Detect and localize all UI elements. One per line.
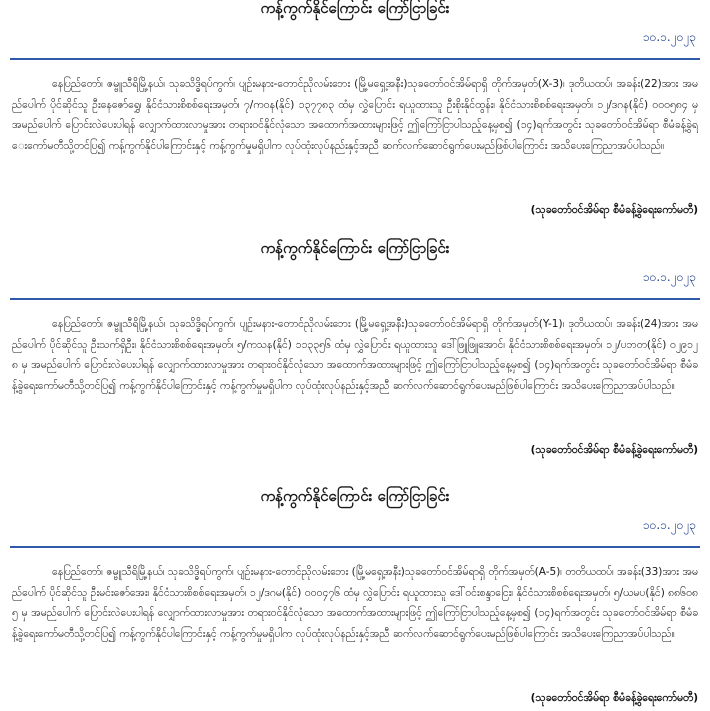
notice-3 [0,484,710,708]
notice-signature: (သုခတော်ဝင်အိမ်ရာ စီမံခန့်ခွဲရေးကော်မတီ) [530,444,698,456]
notice-date: ၁၀.၁.၂၀၂၃ [642,30,696,44]
divider [10,58,700,60]
notice-date: ၁၀.၁.၂၀၂၃ [642,270,696,284]
divider [10,546,700,548]
notice-title: ကန့်ကွက်နိုင်ကြောင်း ကြော်ငြာခြင်း [260,239,450,257]
notice-title: ကန့်ကွက်နိုင်ကြောင်း ကြော်ငြာခြင်း [260,487,450,505]
notice-signature: (သုခတော်ဝင်အိမ်ရာ စီမံခန့်ခွဲရေးကော်မတီ) [530,204,698,216]
notice-body: နေပြည်တော်၊ ဇမ္ဗူသီရိမြို့နယ်၊ သုခသိဒ္ဓိရပ်ကွက်၊ ပျဉ်းမနား-တောင်ညိုလမ်းဘေး (မြို့မရှေ့အနီး)သုခတော်ဝင်အိမ်ရာရှိ တိုက်အမှတ်(A-5)၊ တတိယထပ်၊ အခန်း(33)အား အမည်ပေါက် ပိုင်ဆိုင်သူ ဦးမင်းဇော်အေး၊ နိုင်ငံသားစိစစ်ရေးအမှတ်၊ ၁၂/ဒဂမ(နိုင်) ၀၀၀၄၇၆ ထံမှ လွှဲပြောင်း ရယူထားသူ ဒေါ်ဝင်းစန္ဒာငြေး၊ နိုင်ငံသားစိစစ်ရေးအမှတ်၊ ၅/ယမပ(နိုင်) ၈၈၆၀၈၅ မှ အမည်ပေါက် ပြောင်းလဲပေးပါရန် လျှောက်ထားလာမှုအား တရားဝင်နိုင်လုံသော အထောက်အထားများဖြင့် ဤကြော်ငြာပါသည့်နေ့မှစ၍ (၁၄)ရက်အတွင်း သုခတော်ဝင်အိမ်ရာ စီမံခန့်ခွဲရေးကော်မတီသို့တင်ပြ၍ ကန့်ကွက်နိုင်ပါကြောင်းနှင့် ကန့်ကွက်မှုမရှိပါက လုပ်ထုံးလုပ်နည်းနှင့်အညီ ဆက်လက်ဆောင်ရွက်ပေးမည်ဖြစ်ပါကြောင်း အသိပေးကြေညာအပ်ပါသည်။ [12,566,698,640]
notice-2 [0,236,710,460]
notice-title: ကန့်ကွက်နိုင်ကြောင်း ကြော်ငြာခြင်း [260,0,450,17]
notice-1 [0,0,710,220]
divider [10,298,700,300]
notice-body: နေပြည်တော်၊ ဇမ္ဗူသီရိမြို့နယ်၊ သုခသိဒ္ဓိရပ်ကွက်၊ ပျဉ်းမနား-တောင်ညိုလမ်းဘေး (မြို့မရှေ့အနီး)သုခတော်ဝင်အိမ်ရာရှိ တိုက်အမှတ်(Y-1)၊ ဒုတိယထပ်၊ အခန်း(24)အား အမည်ပေါက် ပိုင်ဆိုင်သူ ဦးသက်ရှိဦး၊ နိုင်ငံသားစိစစ်ရေးအမှတ်၊ ၅/ကသန(နိုင်) ၁၁၃၃၅၆ ထံမှ လွှဲပြောင်း ရယူထားသူ ဒေါ်ဖြူဖြူအောင်၊ နိုင်ငံသားစိစစ်ရေးအမှတ်၊ ၁၂/ပဘတ(နိုင်) ၀၂၉၁၂၈ မှ အမည်ပေါက် ပြောင်းလဲပေးပါရန် လျှောက်ထားလာမှုအား တရားဝင်နိုင်လုံသော အထောက်အထားများဖြင့် ဤကြော်ငြာပါသည့်နေ့မှစ၍ (၁၄)ရက်အတွင်း သုခတော်ဝင်အိမ်ရာ စီမံခန့်ခွဲရေးကော်မတီသို့တင်ပြ၍ ကန့်ကွက်နိုင်ပါကြောင်းနှင့် ကန့်ကွက်မှုမရှိပါက လုပ်ထုံးလုပ်နည်းနှင့်အညီ ဆက်လက်ဆောင်ရွက်ပေးမည်ဖြစ်ပါကြောင်း အသိပေးကြေညာအပ်ပါသည်။ [12,318,698,392]
notice-signature: (သုခတော်ဝင်အိမ်ရာ စီမံခန့်ခွဲရေးကော်မတီ) [530,692,698,704]
notice-date: ၁၀.၁.၂၀၂၃ [642,518,696,532]
notice-body: နေပြည်တော်၊ ဇမ္ဗူသီရိမြို့နယ်၊ သုခသိဒ္ဓိရပ်ကွက်၊ ပျဉ်းမနား-တောင်ညိုလမ်းဘေး (မြို့မရှေ့အနီး)သုခတော်ဝင်အိမ်ရာရှိ တိုက်အမှတ်(X-3)၊ ဒုတိယထပ်၊ အခန်း(22)အား အမည်ပေါက် ပိုင်ဆိုင်သူ ဦးနေဇော်ရွှေ၊ နိုင်ငံသားစိစစ်ရေးအမှတ်၊ ၇/ကဝန(နိုင်) ၁၃၇၇၈၃ ထံမှ လွှဲပြောင်း ရယူထားသူ ဦးစိုးနိုင်ထွန်း၊ နိုင်ငံသားစိစစ်ရေးအမှတ်၊ ၁၂/ဒဂန(နိုင်) ၀၀၀၅၈၄ မှ အမည်ပေါက် ပြောင်းလဲပေးပါရန် လျှောက်ထားလာမှုအား တရားဝင်နိုင်လုံသော အထောက်အထားများဖြင့် ဤကြော်ငြာပါသည့်နေ့မှစ၍ (၁၄)ရက်အတွင်း သုခတော်ဝင်အိမ်ရာ စီမံခန့်ခွဲရေးကော်မတီသို့တင်ပြ၍ ကန့်ကွက်နိုင်ပါကြောင်းနှင့် ကန့်ကွက်မှုမရှိပါက လုပ်ထုံးလုပ်နည်းနှင့်အညီ ဆက်လက်ဆောင်ရွက်ပေးမည်ဖြစ်ပါကြောင်း အသိပေးကြေညာအပ်ပါသည်။ [12,78,698,152]
